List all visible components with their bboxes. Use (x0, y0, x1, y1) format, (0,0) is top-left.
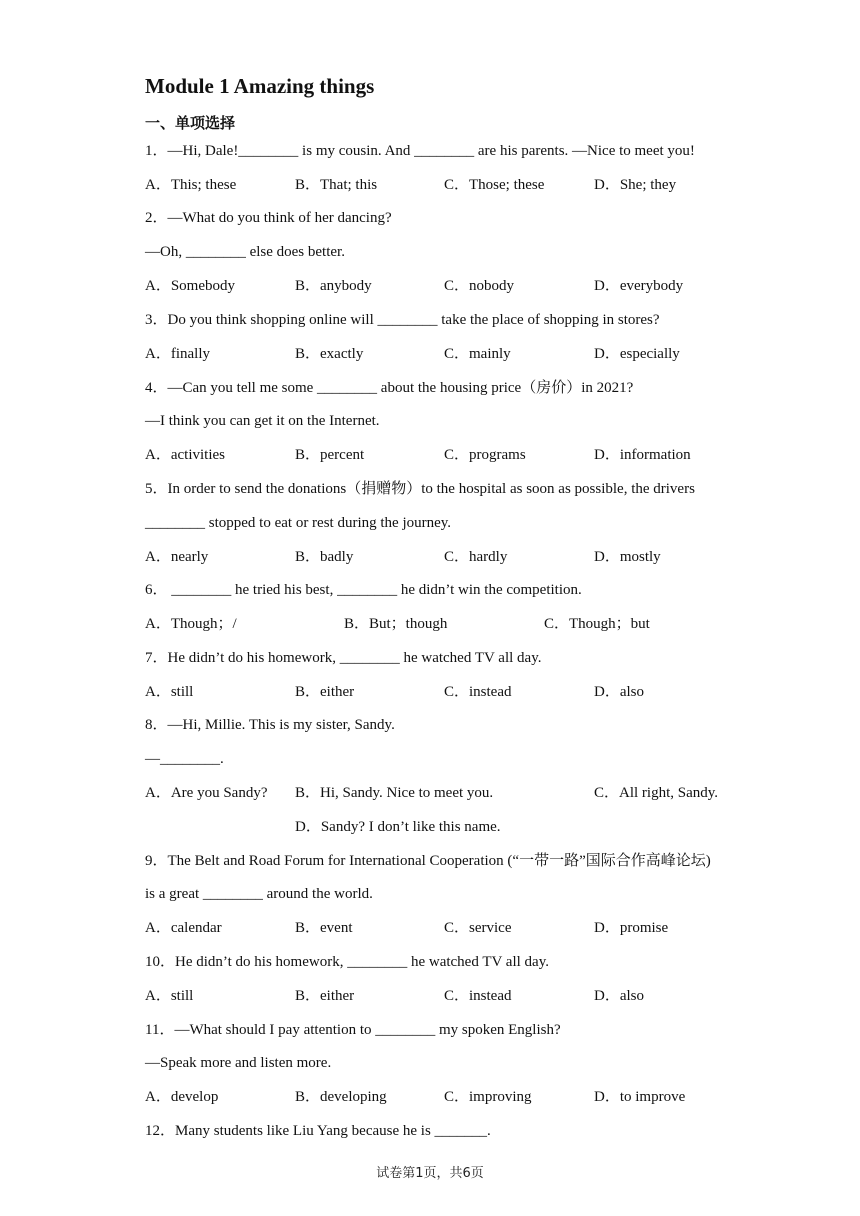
question-9-option-a[interactable]: A．calendar (145, 920, 222, 936)
question-2-option-c[interactable]: C．nobody (444, 278, 515, 294)
question-5-option-d[interactable]: D．mostly (594, 549, 661, 565)
question-9-option-d[interactable]: D．promise (594, 920, 669, 936)
question-4-stem-line-2: —I think you can get it on the Internet. (145, 413, 380, 429)
question-3-option-d[interactable]: D．especially (594, 346, 680, 362)
question-11-option-b[interactable]: B．developing (295, 1089, 387, 1105)
question-8-option-a[interactable]: A．Are you Sandy? (145, 785, 268, 801)
question-10-option-c[interactable]: C．instead (444, 988, 512, 1004)
question-5-option-b[interactable]: B．badly (295, 549, 354, 565)
question-8-option-c[interactable]: C．All right, Sandy. (594, 785, 719, 801)
question-11-stem: 11．—What should I pay attention to ________ my spoken English? (145, 1022, 561, 1038)
question-9-stem: 9．The Belt and Road Forum for International Cooperation (“一带一路”国际合作高峰论坛) (145, 853, 711, 869)
question-9-option-b[interactable]: B．event (295, 920, 353, 936)
question-10-option-d[interactable]: D．also (594, 988, 644, 1004)
question-6-stem: 6． ________ he tried his best, ________ he didn’t win the competition. (145, 582, 582, 598)
question-7-option-a[interactable]: A．still (145, 684, 194, 700)
question-7-stem: 7．He didn’t do his homework, ________ he watched TV all day. (145, 650, 542, 666)
question-7-option-d[interactable]: D．also (594, 684, 644, 700)
question-9-option-c[interactable]: C．service (444, 920, 512, 936)
question-5-stem-line-2: ________ stopped to eat or rest during the journey. (145, 515, 452, 531)
question-5-option-a[interactable]: A．nearly (145, 549, 209, 565)
question-8-stem-line-2: —________. (145, 751, 224, 767)
section-heading: 一、单项选择 (145, 114, 236, 132)
question-7-option-b[interactable]: B．either (295, 684, 355, 700)
question-9-stem-line-2: is a great ________ around the world. (145, 886, 373, 902)
question-1-option-d[interactable]: D．She; they (594, 177, 677, 193)
question-1-option-c[interactable]: C．Those; these (444, 177, 545, 193)
question-8-stem: 8．—Hi, Millie. This is my sister, Sandy. (145, 717, 395, 733)
question-8-option-d[interactable]: D．Sandy? I don’t like this name. (295, 819, 501, 835)
question-3-option-b[interactable]: B．exactly (295, 346, 364, 362)
question-5-stem: 5．In order to send the donations（捐赠物）to the hospital as soon as possible, the drivers (145, 481, 695, 497)
question-12-stem: 12．Many students like Liu Yang because he is _______. (145, 1123, 491, 1139)
question-10-option-a[interactable]: A．still (145, 988, 194, 1004)
question-1-stem: 1．—Hi, Dale!________ is my cousin. And ________ are his parents. —Nice to meet you! (145, 143, 695, 159)
document-title: Module 1 Amazing things (145, 74, 375, 98)
question-1-option-a[interactable]: A．This; these (145, 177, 237, 193)
question-3-option-c[interactable]: C．mainly (444, 346, 511, 362)
question-1-option-b[interactable]: B．That; this (295, 177, 378, 193)
question-4-option-c[interactable]: C．programs (444, 447, 526, 463)
question-11-option-d[interactable]: D．to improve (594, 1089, 686, 1105)
question-8-option-b[interactable]: B．Hi, Sandy. Nice to meet you. (295, 785, 494, 801)
question-5-option-c[interactable]: C．hardly (444, 549, 508, 565)
question-6-option-a[interactable]: A．Though；/ (145, 616, 237, 632)
page-footer: 试卷第1页，共6页 (376, 1166, 484, 1181)
question-4-option-a[interactable]: A．activities (145, 447, 225, 463)
question-2-stem-line-2: —Oh, ________ else does better. (145, 244, 345, 260)
question-7-option-c[interactable]: C．instead (444, 684, 512, 700)
question-4-option-b[interactable]: B．percent (295, 447, 365, 463)
question-11-option-c[interactable]: C．improving (444, 1089, 532, 1105)
question-10-option-b[interactable]: B．either (295, 988, 355, 1004)
question-10-stem: 10．He didn’t do his homework, ________ he watched TV all day. (145, 954, 549, 970)
question-11-option-a[interactable]: A．develop (145, 1089, 219, 1105)
question-2-option-b[interactable]: B．anybody (295, 278, 372, 294)
question-2-option-d[interactable]: D．everybody (594, 278, 684, 294)
question-3-option-a[interactable]: A．finally (145, 346, 210, 362)
question-4-stem: 4．—Can you tell me some ________ about the housing price（房价）in 2021? (145, 380, 634, 396)
question-2-option-a[interactable]: A．Somebody (145, 278, 236, 294)
question-3-stem: 3．Do you think shopping online will ________ take the place of shopping in stores? (145, 312, 660, 328)
question-11-stem-line-2: —Speak more and listen more. (145, 1055, 332, 1071)
question-6-option-c[interactable]: C．Though；but (544, 616, 650, 632)
question-4-option-d[interactable]: D．information (594, 447, 691, 463)
question-6-option-b[interactable]: B．But；though (344, 616, 448, 632)
question-2-stem: 2．—What do you think of her dancing? (145, 210, 392, 226)
